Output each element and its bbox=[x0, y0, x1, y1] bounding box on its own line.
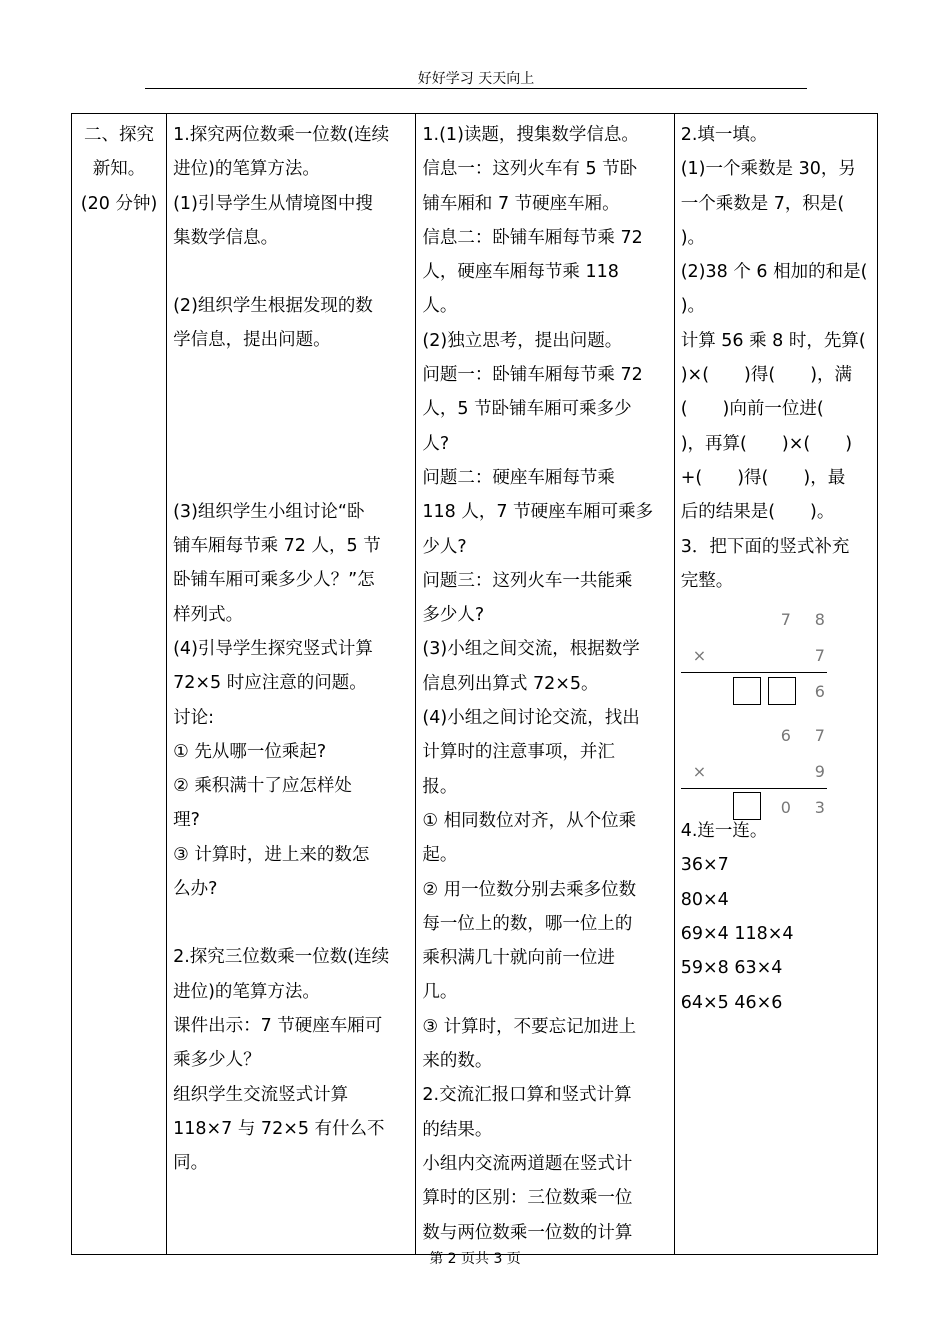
text-line: 集数学信息。 bbox=[173, 227, 279, 248]
text-line: )，再算( )×( ) bbox=[680, 433, 853, 454]
text-line: 36×7 bbox=[680, 855, 729, 876]
text-line: 人? bbox=[422, 433, 450, 454]
text-line: 每一位上的数，哪一位上的 bbox=[422, 913, 633, 934]
text-line: 118×7 与 72×5 有什么不 bbox=[173, 1118, 385, 1139]
teacher-activity-part-3 bbox=[173, 495, 409, 907]
text-line: 进位)的笔算方法。 bbox=[173, 981, 320, 1002]
exercise-cell bbox=[674, 114, 877, 1255]
digit: 0 bbox=[780, 798, 791, 818]
stage-cell bbox=[72, 114, 167, 1255]
text-line: 1.探究两位数乘一位数(连续 bbox=[173, 125, 390, 145]
text-line: ( )向前一位进( bbox=[680, 399, 824, 420]
text-line: (1)引导学生从情境图中搜 bbox=[173, 193, 373, 214]
text-line: 铺车厢每节乘 72 人，5 节 bbox=[173, 536, 381, 557]
digit: 7 bbox=[780, 610, 791, 630]
text-line: )。 bbox=[680, 296, 706, 317]
exercise-lines bbox=[681, 118, 871, 598]
stage-duration: (20 分钟) bbox=[80, 193, 158, 214]
text-line: 118 人，7 节硬座车厢可乘多 bbox=[422, 502, 654, 523]
text-line: 59×8 63×4 bbox=[680, 958, 783, 979]
text-line: )。 bbox=[680, 227, 706, 248]
student-activity-cell bbox=[416, 114, 674, 1255]
text-line: (4)小组之间讨论交流，找出 bbox=[422, 708, 640, 729]
text-line: 乘多少人？ bbox=[173, 1050, 261, 1071]
text-line: )×( )得( )，满 bbox=[680, 365, 853, 386]
text-line: (1)一个乘数是 30，另 bbox=[680, 159, 856, 180]
text-line: 进位)的笔算方法。 bbox=[173, 159, 320, 180]
text-line: 2.交流汇报口算和竖式计算 bbox=[422, 1085, 632, 1106]
table-row bbox=[72, 114, 878, 1255]
text-line: 后的结果是( )。 bbox=[680, 502, 835, 523]
text-line: 人。 bbox=[422, 296, 458, 317]
student-activity-lines bbox=[422, 118, 667, 1250]
stage-subtitle: 新知。 bbox=[92, 159, 146, 180]
answer-box[interactable] bbox=[768, 677, 796, 705]
text-line: (3)小组之间交流，根据数学 bbox=[422, 639, 640, 660]
text-line: ② 用一位数分别去乘多位数 bbox=[422, 879, 637, 900]
text-line: 完整。 bbox=[680, 570, 734, 591]
text-line: 报。 bbox=[422, 776, 458, 797]
text-line: 80×4 bbox=[680, 889, 729, 910]
text-line: 算时的区别：三位数乘一位 bbox=[422, 1188, 633, 1209]
text-line: 信息列出算式 72×5。 bbox=[422, 673, 599, 694]
text-line: 72×5 时应注意的问题。 bbox=[173, 673, 367, 694]
text-line: 人，硬座车厢每节乘 118 bbox=[422, 262, 619, 283]
text-line: (2)组织学生根据发现的数 bbox=[173, 296, 373, 317]
text-line: 计算 56 乘 8 时，先算( bbox=[680, 330, 866, 351]
text-line: 的结果。 bbox=[422, 1119, 493, 1140]
digit: 7 bbox=[814, 646, 825, 666]
times-sign: × bbox=[692, 646, 707, 666]
text-line: ③ 计算时，进上来的数怎 bbox=[173, 844, 370, 865]
text-line: 多少人? bbox=[422, 605, 485, 626]
text-line: ③ 计算时，不要忘记加进上 bbox=[422, 1016, 637, 1037]
lesson-table bbox=[71, 113, 878, 1255]
text-line: 样列式。 bbox=[173, 604, 244, 625]
text-line: 问题三：这列火车一共能乘 bbox=[422, 570, 633, 591]
teacher-activity-cell bbox=[167, 114, 416, 1255]
text-line: 讨论: bbox=[173, 707, 215, 728]
digit: 6 bbox=[780, 726, 791, 746]
text-line: (2)38 个 6 相加的和是( bbox=[680, 262, 868, 283]
text-line: 3．把下面的竖式补充 bbox=[680, 536, 850, 557]
digit: 7 bbox=[814, 726, 825, 746]
text-line: 乘积满几十就向前一位进 bbox=[422, 948, 615, 969]
text-line: 2.探究三位数乘一位数(连续 bbox=[173, 947, 390, 968]
digit: 6 bbox=[814, 682, 825, 702]
text-line: 问题二：硬座车厢每节乘 bbox=[422, 467, 615, 488]
text-line: ① 相同数位对齐，从个位乘 bbox=[422, 810, 637, 831]
answer-box[interactable] bbox=[733, 677, 761, 705]
text-line: 数与两位数乘一位数的计算 bbox=[422, 1222, 633, 1243]
teacher-activity-part-2 bbox=[173, 289, 409, 358]
text-line: +( )得( )，最 bbox=[680, 467, 846, 488]
text-line: 卧铺车厢可乘多少人？”怎 bbox=[173, 570, 375, 591]
page-footer: 第 2 页共 3 页 bbox=[429, 1251, 521, 1267]
text-line: 课件出示：7 节硬座车厢可 bbox=[173, 1015, 383, 1036]
text-line: 计算时的注意事项，并汇 bbox=[422, 742, 615, 763]
vertical-rule bbox=[681, 788, 827, 789]
text-line: 69×4 118×4 bbox=[680, 924, 794, 945]
text-line: 理? bbox=[173, 810, 200, 831]
text-line: 组织学生交流竖式计算 bbox=[173, 1084, 349, 1105]
text-line: 来的数。 bbox=[422, 1051, 493, 1072]
text-line: 2.填一填。 bbox=[680, 125, 768, 145]
text-line: (3)组织学生小组讨论“卧 bbox=[173, 501, 365, 522]
matching-lines bbox=[681, 814, 871, 1020]
vertical-rule bbox=[681, 672, 827, 673]
text-line: 小组内交流两道题在竖式计 bbox=[422, 1153, 633, 1174]
digit: 9 bbox=[814, 762, 825, 782]
text-line: 一个乘数是 7，积是( bbox=[680, 193, 845, 214]
header-rule bbox=[145, 88, 807, 89]
text-line: 人，5 节卧铺车厢可乘多少 bbox=[422, 399, 632, 420]
text-line: 同。 bbox=[173, 1153, 209, 1174]
text-line: ② 乘积满十了应怎样处 bbox=[173, 776, 352, 797]
stage-title: 二、探究 bbox=[84, 125, 155, 145]
text-line: 64×5 46×6 bbox=[680, 992, 783, 1013]
page-header: 好好学习 天天向上 bbox=[417, 71, 535, 87]
text-line: 么办? bbox=[173, 879, 218, 900]
digit: 3 bbox=[814, 798, 825, 818]
teacher-activity-part-4 bbox=[173, 940, 409, 1180]
text-line: 信息一：这列火车有 5 节卧 bbox=[422, 159, 638, 180]
text-line: 问题一：卧铺车厢每节乘 72 bbox=[422, 365, 643, 386]
text-line: 信息二：卧铺车厢每节乘 72 bbox=[422, 227, 643, 248]
answer-box[interactable] bbox=[733, 792, 761, 820]
text-line: 几。 bbox=[422, 982, 458, 1003]
text-line: ① 先从哪一位乘起? bbox=[173, 741, 327, 762]
text-line: 学信息，提出问题。 bbox=[173, 330, 331, 351]
vertical-calculation-1 bbox=[681, 602, 831, 818]
digit: 8 bbox=[814, 610, 825, 630]
text-line: 少人? bbox=[422, 536, 467, 557]
text-line: (4)引导学生探究竖式计算 bbox=[173, 638, 373, 659]
text-line: 铺车厢和 7 节硬座车厢。 bbox=[422, 193, 620, 214]
text-line: 起。 bbox=[422, 845, 458, 866]
times-sign: × bbox=[692, 762, 707, 782]
text-line: (2)独立思考，提出问题。 bbox=[422, 330, 623, 351]
teacher-activity-part-1 bbox=[173, 118, 409, 255]
text-line: 4.连一连。 bbox=[680, 821, 768, 842]
text-line: 1.(1)读题，搜集数学信息。 bbox=[422, 125, 639, 145]
